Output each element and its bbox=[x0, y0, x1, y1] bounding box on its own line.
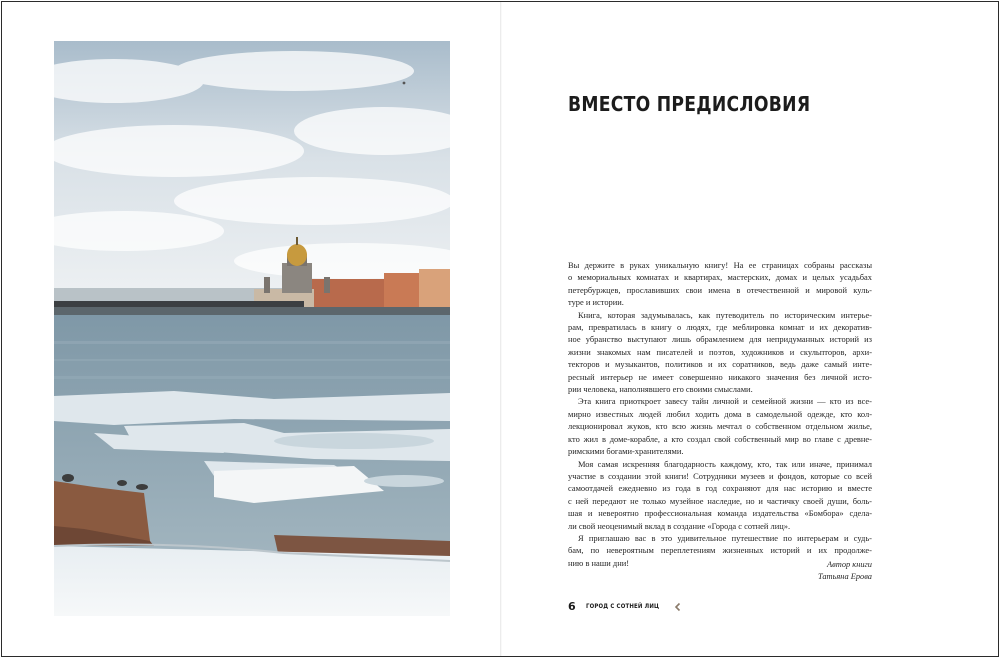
text-line: Книга, которая задумывалась, как путеводитель по историческим интерье- bbox=[578, 309, 872, 320]
running-head: ГОРОД С СОТНЕЙ ЛИЦ bbox=[585, 603, 659, 610]
text-line: туре и истории. bbox=[568, 297, 624, 308]
text-line: ли свой неоценимый вклад в создание «Города с сотней лиц». bbox=[568, 520, 791, 531]
text-line: с ней передают не только музейное наследие, но и частичку своей души, боль- bbox=[568, 495, 872, 506]
page-footer bbox=[568, 600, 683, 613]
text-line: шая и невероятно профессиональная команда издательства «Бомбора» сдела- bbox=[568, 508, 872, 519]
book-spread bbox=[1, 1, 999, 657]
page-title: ВМЕСТО ПРЕДИСЛОВИЯ bbox=[568, 92, 811, 116]
text-line: рии человека, наполнявшего его своими смыслами. bbox=[568, 384, 753, 395]
text-line: рам, превратилась в книгу о людях, где меблировка комнат и их декоратив- bbox=[568, 322, 872, 333]
text-line: текторов и музыкантов, политиков и их соратников, ведь даже самый инте- bbox=[568, 359, 872, 370]
text-line: римскими богами-хранителями. bbox=[568, 446, 684, 457]
paragraph bbox=[568, 458, 872, 532]
book-gutter bbox=[500, 2, 502, 656]
paragraph bbox=[568, 395, 872, 457]
text-line: петербуржцев, прославивших свои имена в отечественной и мировой куль- bbox=[568, 284, 872, 295]
page-number: 6 bbox=[568, 600, 576, 613]
text-line: ресный интерьер не имеет совершенно никакого значения без личной исто- bbox=[568, 371, 872, 382]
text-line: участие в создании этой книги! Сотрудники музеев и фондов, которые со всей bbox=[568, 470, 872, 481]
signature-author: Татьяна Ерова bbox=[818, 572, 872, 582]
text-line: мирно известных людей любил ходить дома в самодельной одежде, кто кол- bbox=[568, 408, 872, 419]
text-line: кто жил в доме-корабле, а кто создал свой собственный мир во главе с древне- bbox=[568, 433, 872, 444]
text-line: нию в наши дни! bbox=[568, 557, 630, 568]
text-line: Эта книга приоткроет завесу тайн личной и семейной жизни — кто из все- bbox=[578, 396, 872, 407]
text-line: Моя самая искренняя благодарность каждому, кто, так или иначе, принимал bbox=[578, 458, 872, 469]
text-line: бам, по невероятным переплетениям жизненных историй и их продолже- bbox=[568, 545, 872, 556]
text-line: самоотдачей ежедневно из года в год сохраняют для нас историю и вместе bbox=[568, 483, 872, 494]
text-line: лекционировал жуков, кто всю жизнь мечтал о собственном отдельном жилье, bbox=[568, 421, 872, 432]
paragraph bbox=[568, 259, 872, 309]
chevron-left-icon bbox=[673, 602, 683, 612]
paragraph bbox=[568, 309, 872, 396]
text-line: Я приглашаю вас в это удивительное путешествие по интерьерам и судь- bbox=[578, 532, 872, 543]
preface-body bbox=[568, 259, 872, 569]
river-photograph bbox=[54, 41, 450, 616]
text-line: Вы держите в руках уникальную книгу! На ее страницах собраны рассказы bbox=[568, 260, 872, 270]
text-line: ное убранство выступают лишь обрамлением для непридуманных историй из bbox=[568, 334, 872, 345]
signature-role: Автор книги bbox=[827, 560, 872, 569]
text-line: жизни знакомых нам писателей и поэтов, художников и скульпторов, архи- bbox=[568, 346, 872, 357]
text-line: о мемориальных комнатах и квартирах, мастерских, домах и целых усадьбах bbox=[568, 272, 872, 283]
signature bbox=[702, 559, 872, 584]
